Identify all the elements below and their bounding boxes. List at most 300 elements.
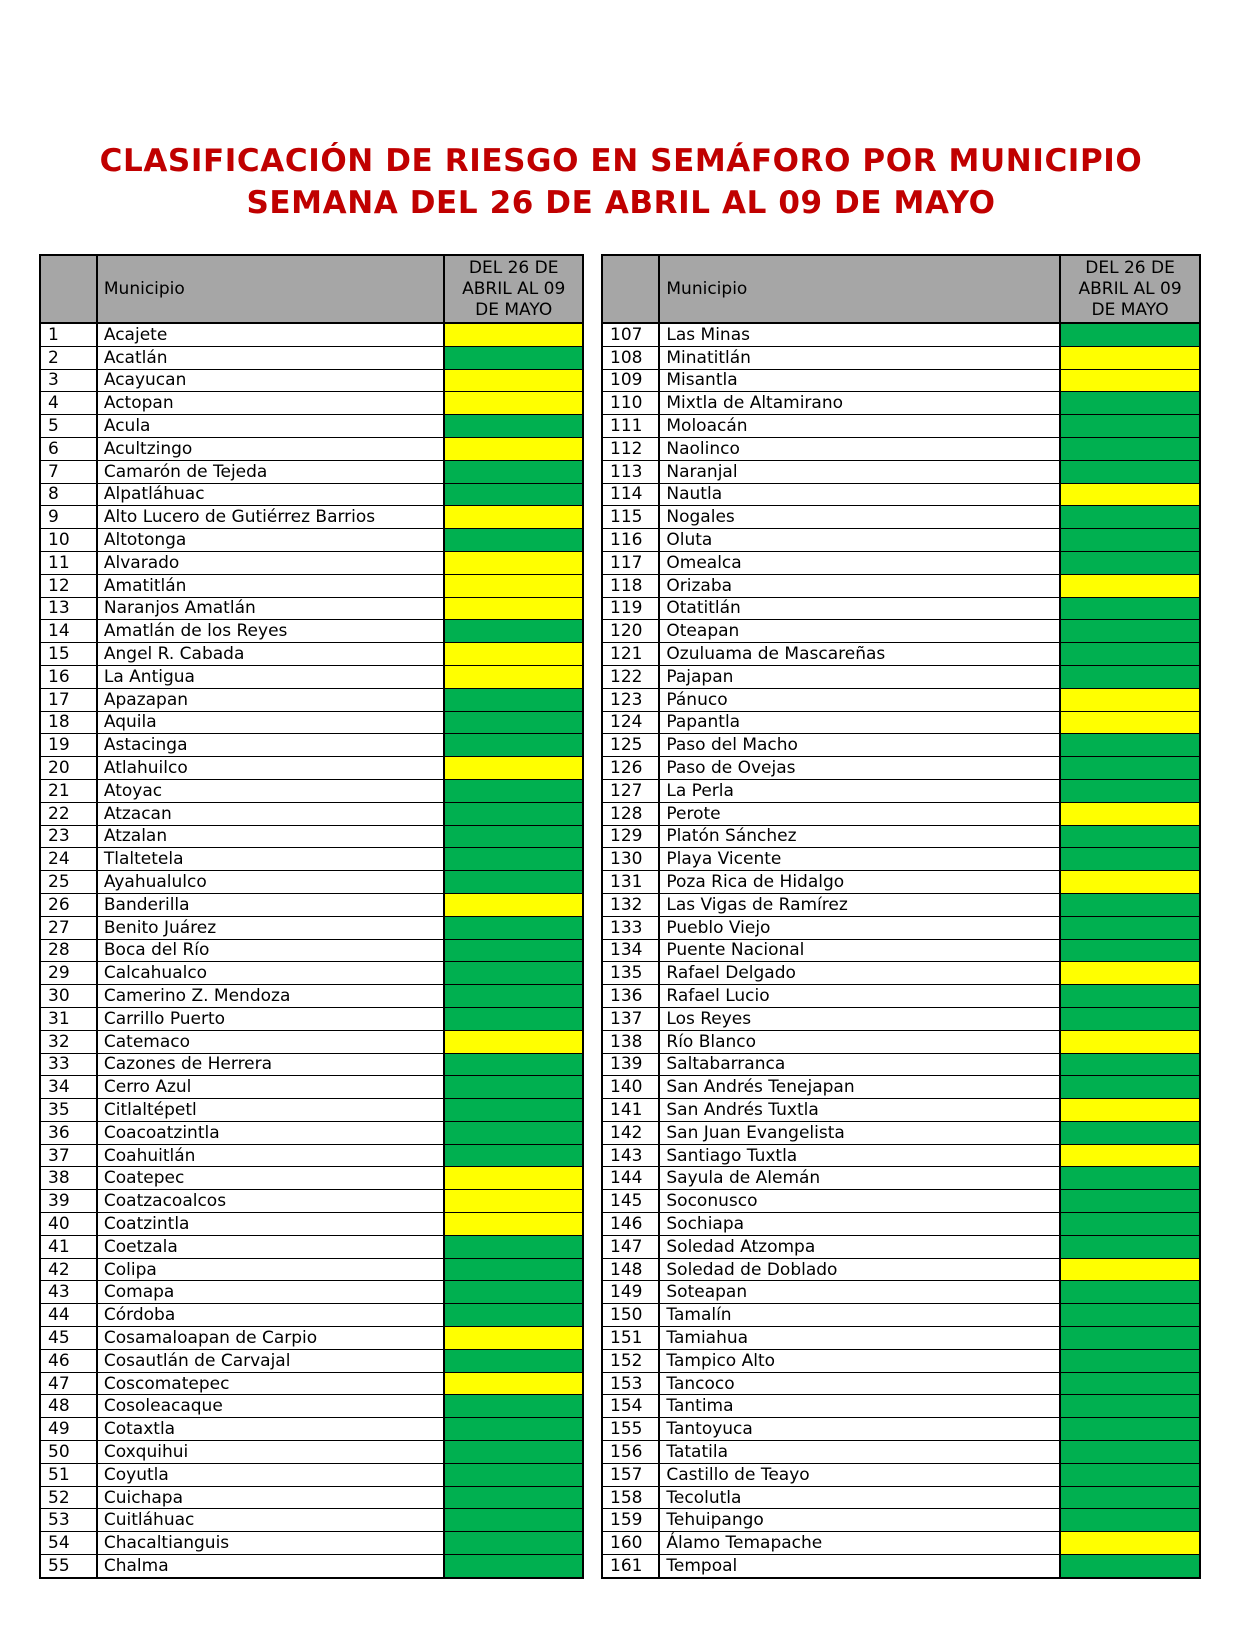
municipio-name: Coatzacoalcos — [97, 1190, 445, 1213]
table-row — [602, 506, 1200, 529]
municipio-name: Soteapan — [659, 1281, 1060, 1304]
municipio-name: Camerino Z. Mendoza — [97, 985, 445, 1008]
table-row — [602, 437, 1200, 460]
municipio-name: Aquila — [97, 711, 445, 734]
row-number: 1 — [40, 323, 97, 346]
table-row — [602, 1327, 1200, 1350]
municipio-name: Poza Rica de Hidalgo — [659, 871, 1060, 894]
risk-status-cell-green — [444, 825, 583, 848]
row-number: 136 — [602, 985, 659, 1008]
risk-status-cell-green — [444, 962, 583, 985]
risk-status-cell-yellow — [444, 1327, 583, 1350]
municipio-name: Moloacán — [659, 415, 1060, 438]
table-row — [40, 460, 583, 483]
risk-status-cell-green — [444, 1349, 583, 1372]
row-number: 141 — [602, 1099, 659, 1122]
municipio-name: Las Vigas de Ramírez — [659, 893, 1060, 916]
row-number: 50 — [40, 1441, 97, 1464]
risk-status-cell-yellow — [1060, 346, 1200, 369]
municipio-name: Tehuipango — [659, 1509, 1060, 1532]
table-row — [602, 1532, 1200, 1555]
municipio-name: Acatlán — [97, 346, 445, 369]
municipio-name: Mixtla de Altamirano — [659, 392, 1060, 415]
risk-status-cell-green — [444, 1281, 583, 1304]
row-number: 47 — [40, 1372, 97, 1395]
table-row — [40, 1395, 583, 1418]
municipio-name: Atlahuilco — [97, 757, 445, 780]
municipio-name: Naolinco — [659, 437, 1060, 460]
municipio-name: Atzalan — [97, 825, 445, 848]
municipio-name: Angel R. Cabada — [97, 643, 445, 666]
table-row — [40, 665, 583, 688]
table-row — [602, 643, 1200, 666]
table-row — [602, 757, 1200, 780]
row-number: 54 — [40, 1532, 97, 1555]
table-row — [40, 1463, 583, 1486]
table-row — [602, 597, 1200, 620]
table-row — [40, 757, 583, 780]
row-number: 3 — [40, 369, 97, 392]
number-column-header — [602, 255, 659, 323]
risk-status-cell-yellow — [444, 551, 583, 574]
risk-status-cell-green — [444, 871, 583, 894]
municipio-name: Catemaco — [97, 1030, 445, 1053]
row-number: 137 — [602, 1007, 659, 1030]
municipio-name: Coyutla — [97, 1463, 445, 1486]
municipio-name: Coxquihui — [97, 1441, 445, 1464]
municipio-name: Álamo Temapache — [659, 1532, 1060, 1555]
risk-status-cell-yellow — [444, 665, 583, 688]
risk-status-cell-green — [1060, 1235, 1200, 1258]
municipio-name: Rafael Lucio — [659, 985, 1060, 1008]
row-number: 51 — [40, 1463, 97, 1486]
risk-status-cell-yellow — [1060, 574, 1200, 597]
table-row — [40, 1304, 583, 1327]
table-row — [40, 962, 583, 985]
row-number: 118 — [602, 574, 659, 597]
municipio-name: Misantla — [659, 369, 1060, 392]
period-column-header — [444, 255, 583, 323]
municipio-name: Tamalín — [659, 1304, 1060, 1327]
municipio-name: Actopan — [97, 392, 445, 415]
municipio-name: Chalma — [97, 1555, 445, 1578]
table-row — [602, 574, 1200, 597]
municipio-name: Tantoyuca — [659, 1418, 1060, 1441]
table-row — [602, 802, 1200, 825]
table-row — [602, 323, 1200, 346]
risk-table-right — [601, 254, 1201, 1579]
risk-status-cell-green — [444, 1099, 583, 1122]
table-row — [40, 1144, 583, 1167]
table-row — [40, 437, 583, 460]
municipio-name: Camarón de Tejeda — [97, 460, 445, 483]
row-number: 36 — [40, 1121, 97, 1144]
row-number: 132 — [602, 893, 659, 916]
table-row — [602, 415, 1200, 438]
risk-status-cell-yellow — [444, 323, 583, 346]
risk-status-cell-green — [444, 688, 583, 711]
row-number: 115 — [602, 506, 659, 529]
table-row — [602, 1030, 1200, 1053]
period-header-line: DEL 26 DE — [468, 257, 559, 278]
row-number: 38 — [40, 1167, 97, 1190]
table-row — [40, 1555, 583, 1578]
row-number: 113 — [602, 460, 659, 483]
row-number: 10 — [40, 529, 97, 552]
risk-status-cell-yellow — [444, 574, 583, 597]
risk-status-cell-green — [1060, 1213, 1200, 1236]
risk-status-cell-yellow — [444, 1190, 583, 1213]
risk-status-cell-green — [1060, 415, 1200, 438]
table-row — [602, 1258, 1200, 1281]
risk-status-cell-yellow — [1060, 1099, 1200, 1122]
row-number: 126 — [602, 757, 659, 780]
table-row — [602, 1304, 1200, 1327]
risk-status-cell-green — [1060, 893, 1200, 916]
row-number: 53 — [40, 1509, 97, 1532]
row-number: 119 — [602, 597, 659, 620]
row-number: 25 — [40, 871, 97, 894]
municipio-name: Calcahualco — [97, 962, 445, 985]
municipio-name: Colipa — [97, 1258, 445, 1281]
risk-status-cell-green — [1060, 506, 1200, 529]
risk-status-cell-yellow — [444, 506, 583, 529]
municipio-name: Pánuco — [659, 688, 1060, 711]
table-row — [40, 1372, 583, 1395]
risk-status-cell-yellow — [444, 369, 583, 392]
table-row — [40, 369, 583, 392]
municipio-name: Río Blanco — [659, 1030, 1060, 1053]
municipio-name: Amatitlán — [97, 574, 445, 597]
row-number: 155 — [602, 1418, 659, 1441]
municipio-name: Citlaltépetl — [97, 1099, 445, 1122]
row-number: 131 — [602, 871, 659, 894]
table-row — [40, 1167, 583, 1190]
risk-status-cell-green — [1060, 985, 1200, 1008]
municipio-name: Paso de Ovejas — [659, 757, 1060, 780]
page-title: CLASIFICACIÓN DE RIESGO EN SEMÁFORO POR MUNICIPIO — [99, 143, 1143, 179]
risk-status-cell-yellow — [444, 1372, 583, 1395]
table-row — [40, 893, 583, 916]
row-number: 134 — [602, 939, 659, 962]
risk-status-cell-green — [1060, 779, 1200, 802]
table-row — [602, 1372, 1200, 1395]
risk-status-cell-green — [1060, 551, 1200, 574]
risk-status-cell-green — [444, 848, 583, 871]
municipio-name: Ozuluama de Mascareñas — [659, 643, 1060, 666]
municipio-name: Tempoal — [659, 1555, 1060, 1578]
municipio-name: Oteapan — [659, 620, 1060, 643]
municipio-name: Coatzintla — [97, 1213, 445, 1236]
risk-status-cell-green — [444, 1509, 583, 1532]
page-subtitle: SEMANA DEL 26 DE ABRIL AL 09 DE MAYO — [246, 185, 996, 221]
table-row — [40, 1327, 583, 1350]
row-number: 146 — [602, 1213, 659, 1236]
table-row — [602, 1007, 1200, 1030]
table-row — [602, 711, 1200, 734]
row-number: 16 — [40, 665, 97, 688]
risk-status-cell-green — [1060, 392, 1200, 415]
municipio-name: Coetzala — [97, 1235, 445, 1258]
risk-status-cell-green — [1060, 1486, 1200, 1509]
risk-status-cell-green — [1060, 1190, 1200, 1213]
row-number: 138 — [602, 1030, 659, 1053]
row-number: 32 — [40, 1030, 97, 1053]
table-row — [602, 1441, 1200, 1464]
municipio-name: Coacoatzintla — [97, 1121, 445, 1144]
table-row — [602, 551, 1200, 574]
row-number: 128 — [602, 802, 659, 825]
risk-status-cell-green — [444, 1144, 583, 1167]
risk-status-cell-green — [444, 1532, 583, 1555]
table-row — [602, 825, 1200, 848]
risk-status-cell-yellow — [1060, 1030, 1200, 1053]
risk-status-cell-green — [1060, 1121, 1200, 1144]
risk-status-cell-green — [444, 1121, 583, 1144]
risk-status-cell-green — [444, 1007, 583, 1030]
risk-status-cell-green — [444, 1463, 583, 1486]
table-row — [40, 529, 583, 552]
risk-status-cell-green — [1060, 1441, 1200, 1464]
risk-status-cell-green — [444, 1076, 583, 1099]
table-row — [602, 1076, 1200, 1099]
risk-status-cell-green — [444, 1258, 583, 1281]
row-number: 130 — [602, 848, 659, 871]
row-number: 135 — [602, 962, 659, 985]
risk-status-cell-green — [444, 1053, 583, 1076]
period-header-line: DE MAYO — [475, 299, 553, 320]
risk-status-cell-green — [1060, 1463, 1200, 1486]
table-row — [40, 1235, 583, 1258]
municipio-name: Puente Nacional — [659, 939, 1060, 962]
row-number: 46 — [40, 1349, 97, 1372]
municipio-name: Alto Lucero de Gutiérrez Barrios — [97, 506, 445, 529]
row-number: 21 — [40, 779, 97, 802]
risk-status-cell-yellow — [1060, 1258, 1200, 1281]
municipio-name: Acula — [97, 415, 445, 438]
risk-status-cell-green — [444, 1555, 583, 1578]
risk-status-cell-green — [1060, 643, 1200, 666]
table-row — [602, 1053, 1200, 1076]
table-row — [40, 415, 583, 438]
municipio-name: Altotonga — [97, 529, 445, 552]
table-row — [40, 939, 583, 962]
table-row — [40, 711, 583, 734]
municipio-name: Las Minas — [659, 323, 1060, 346]
table-row — [40, 1076, 583, 1099]
row-number: 55 — [40, 1555, 97, 1578]
municipio-name: Coscomatepec — [97, 1372, 445, 1395]
municipio-name: Sochiapa — [659, 1213, 1060, 1236]
row-number: 150 — [602, 1304, 659, 1327]
table-row — [40, 574, 583, 597]
row-number: 144 — [602, 1167, 659, 1190]
row-number: 158 — [602, 1486, 659, 1509]
risk-status-cell-green — [444, 985, 583, 1008]
row-number: 4 — [40, 392, 97, 415]
row-number: 114 — [602, 483, 659, 506]
row-number: 111 — [602, 415, 659, 438]
risk-status-cell-green — [1060, 916, 1200, 939]
table-row — [40, 1281, 583, 1304]
municipio-name: Alpatláhuac — [97, 483, 445, 506]
row-number: 147 — [602, 1235, 659, 1258]
municipio-name: Acayucan — [97, 369, 445, 392]
row-number: 24 — [40, 848, 97, 871]
row-number: 154 — [602, 1395, 659, 1418]
table-row — [602, 1509, 1200, 1532]
municipio-name: Santiago Tuxtla — [659, 1144, 1060, 1167]
municipio-name: Boca del Río — [97, 939, 445, 962]
risk-status-cell-green — [444, 1304, 583, 1327]
risk-status-cell-green — [1060, 939, 1200, 962]
risk-status-cell-yellow — [444, 893, 583, 916]
risk-status-cell-green — [1060, 1304, 1200, 1327]
risk-status-cell-green — [1060, 323, 1200, 346]
row-number: 120 — [602, 620, 659, 643]
table-row — [602, 1418, 1200, 1441]
table-row — [602, 1144, 1200, 1167]
row-number: 22 — [40, 802, 97, 825]
table-row — [602, 871, 1200, 894]
row-number: 116 — [602, 529, 659, 552]
municipio-name: Platón Sánchez — [659, 825, 1060, 848]
risk-status-cell-green — [444, 1418, 583, 1441]
table-row — [40, 392, 583, 415]
table-row — [602, 1190, 1200, 1213]
municipio-name: Cerro Azul — [97, 1076, 445, 1099]
table-body — [40, 323, 583, 1578]
row-number: 29 — [40, 962, 97, 985]
table-row — [40, 1258, 583, 1281]
risk-status-cell-yellow — [1060, 369, 1200, 392]
risk-status-cell-yellow — [1060, 711, 1200, 734]
municipio-name: Omealca — [659, 551, 1060, 574]
row-number: 6 — [40, 437, 97, 460]
risk-status-cell-green — [444, 779, 583, 802]
table-row — [40, 871, 583, 894]
row-number: 152 — [602, 1349, 659, 1372]
risk-status-cell-yellow — [1060, 688, 1200, 711]
table-row — [40, 1190, 583, 1213]
row-number: 49 — [40, 1418, 97, 1441]
period-header-line: ABRIL AL 09 — [462, 278, 566, 299]
risk-status-cell-green — [1060, 1053, 1200, 1076]
table-row — [602, 1281, 1200, 1304]
table-row — [602, 1395, 1200, 1418]
risk-status-cell-yellow — [444, 757, 583, 780]
table-row — [40, 620, 583, 643]
table-row — [40, 825, 583, 848]
table-row — [602, 962, 1200, 985]
table-row — [602, 779, 1200, 802]
municipio-name: Comapa — [97, 1281, 445, 1304]
municipio-name: Benito Juárez — [97, 916, 445, 939]
table-row — [40, 551, 583, 574]
table-row — [40, 483, 583, 506]
table-row — [40, 1349, 583, 1372]
table-row — [40, 346, 583, 369]
risk-status-cell-green — [444, 802, 583, 825]
municipio-name: Tatatila — [659, 1441, 1060, 1464]
row-number: 19 — [40, 734, 97, 757]
municipio-name: La Antigua — [97, 665, 445, 688]
municipio-name: Pueblo Viejo — [659, 916, 1060, 939]
table-row — [40, 1418, 583, 1441]
row-number: 37 — [40, 1144, 97, 1167]
row-number: 112 — [602, 437, 659, 460]
table-row — [40, 1532, 583, 1555]
risk-status-cell-green — [1060, 597, 1200, 620]
municipio-name: Paso del Macho — [659, 734, 1060, 757]
row-number: 33 — [40, 1053, 97, 1076]
table-row — [40, 1213, 583, 1236]
table-row — [602, 939, 1200, 962]
row-number: 40 — [40, 1213, 97, 1236]
table-row — [40, 916, 583, 939]
municipio-name: Cuichapa — [97, 1486, 445, 1509]
table-row — [602, 1121, 1200, 1144]
row-number: 159 — [602, 1509, 659, 1532]
table-row — [602, 916, 1200, 939]
row-number: 145 — [602, 1190, 659, 1213]
municipio-name: Castillo de Teayo — [659, 1463, 1060, 1486]
row-number: 161 — [602, 1555, 659, 1578]
risk-status-cell-green — [1060, 1167, 1200, 1190]
table-row — [40, 1441, 583, 1464]
municipio-name: Tampico Alto — [659, 1349, 1060, 1372]
row-number: 35 — [40, 1099, 97, 1122]
table-header-row — [40, 255, 583, 323]
table-row — [602, 483, 1200, 506]
row-number: 13 — [40, 597, 97, 620]
period-header-line: DE MAYO — [1091, 299, 1169, 320]
table-row — [40, 1486, 583, 1509]
risk-status-cell-green — [1060, 1281, 1200, 1304]
municipio-name: Cotaxtla — [97, 1418, 445, 1441]
row-number: 15 — [40, 643, 97, 666]
row-number: 110 — [602, 392, 659, 415]
table-row — [40, 1121, 583, 1144]
risk-status-cell-green — [1060, 529, 1200, 552]
risk-status-cell-green — [444, 460, 583, 483]
risk-status-cell-yellow — [1060, 962, 1200, 985]
row-number: 2 — [40, 346, 97, 369]
row-number: 129 — [602, 825, 659, 848]
municipio-name: San Andrés Tenejapan — [659, 1076, 1060, 1099]
row-number: 18 — [40, 711, 97, 734]
municipio-name: Naranjal — [659, 460, 1060, 483]
table-row — [40, 1007, 583, 1030]
row-number: 41 — [40, 1235, 97, 1258]
municipio-name: Coahuitlán — [97, 1144, 445, 1167]
row-number: 124 — [602, 711, 659, 734]
risk-status-cell-green — [444, 1395, 583, 1418]
table-row — [40, 506, 583, 529]
municipio-name: Cazones de Herrera — [97, 1053, 445, 1076]
municipio-name: San Andrés Tuxtla — [659, 1099, 1060, 1122]
row-number: 23 — [40, 825, 97, 848]
row-number: 9 — [40, 506, 97, 529]
table-row — [40, 1099, 583, 1122]
table-row — [40, 985, 583, 1008]
row-number: 26 — [40, 893, 97, 916]
municipio-name: Pajapan — [659, 665, 1060, 688]
municipio-name: San Juan Evangelista — [659, 1121, 1060, 1144]
row-number: 17 — [40, 688, 97, 711]
municipio-name: Cosoleacaque — [97, 1395, 445, 1418]
risk-status-cell-yellow — [444, 1213, 583, 1236]
